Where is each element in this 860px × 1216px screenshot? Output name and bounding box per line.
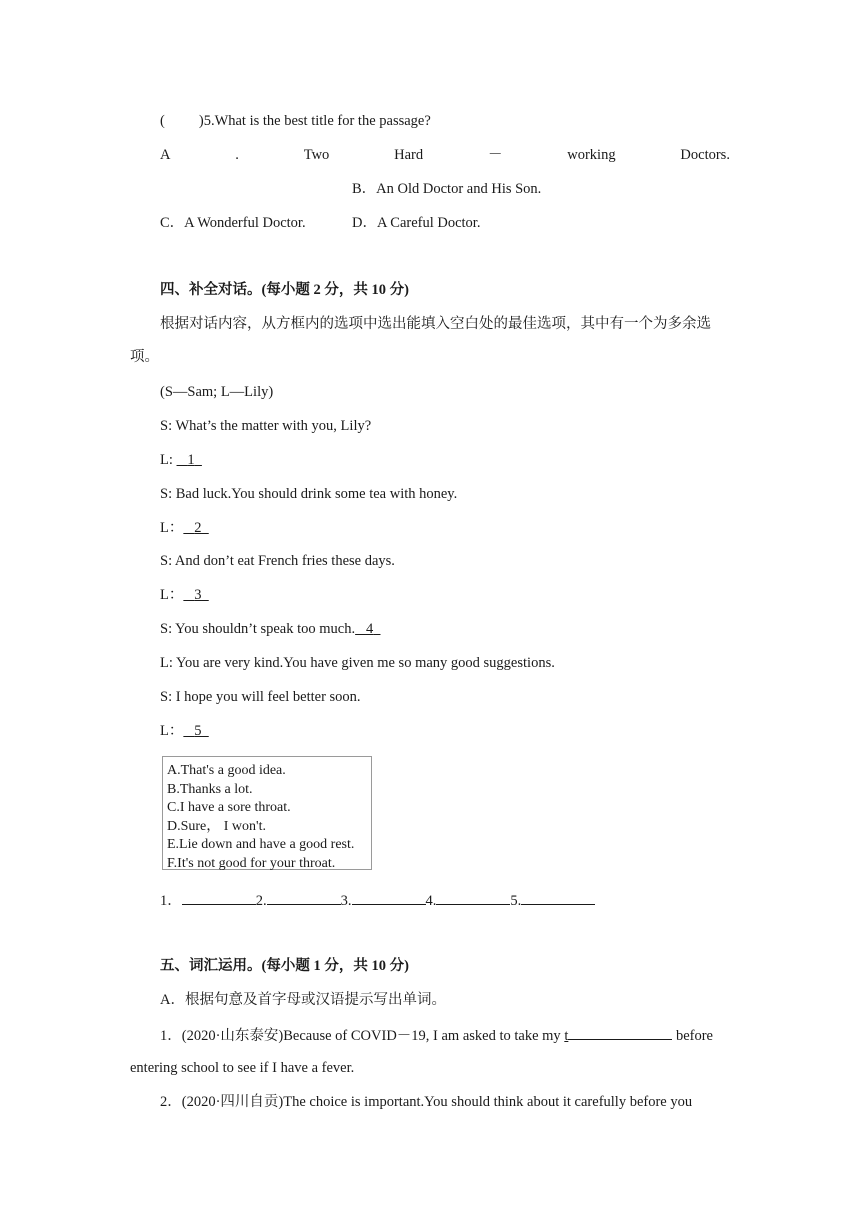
vocab-question-1-text: 1．(2020·山东泰安)Because of COVID－19, I am asked to take my — [160, 1028, 565, 1044]
dialog-text: L： — [160, 723, 184, 739]
answer-label: 4. — [425, 893, 437, 909]
dialog-blank: 1 — [187, 452, 195, 468]
option-item: D.Sure， I won't. — [167, 818, 266, 834]
vocab-question-1 — [160, 1025, 713, 1045]
dialog-text: S: And don’t eat French fries these days. — [160, 553, 395, 569]
option-item: C.I have a sore throat. — [167, 800, 291, 816]
dialog-line — [160, 417, 371, 435]
answer-paren-open: ( — [160, 113, 165, 129]
section-4-title: 四、补全对话。(每小题 2 分，共 10 分) — [160, 282, 409, 298]
option-a-part: . — [235, 147, 239, 163]
option-c: C．A Wonderful Doctor. — [160, 215, 306, 231]
option-a-part: Two — [303, 147, 330, 163]
answer-blank-2[interactable] — [267, 890, 341, 905]
option-item: F.It's not good for your throat. — [167, 855, 336, 871]
vocab-question-2: 2．(2020·四川自贡)The choice is important.You should think about it carefully before you — [160, 1094, 693, 1110]
answer-label: 3. — [340, 893, 352, 909]
option-a-part: working — [567, 147, 616, 163]
vocab-question-1-cont: entering school to see if I have a fever. — [130, 1060, 355, 1076]
dialog-text: L： — [160, 587, 184, 603]
answer-blank-1[interactable] — [182, 890, 256, 905]
option-a-part: Doctors. — [680, 147, 730, 163]
section-4-instruction-cont: 项。 — [130, 349, 159, 365]
dialog-text: S: You shouldn’t speak too much. — [160, 621, 356, 637]
dialog-text: L: You are very kind.You have given me so many good suggestions. — [160, 655, 555, 671]
dialog-line — [160, 722, 209, 740]
dialog-line — [160, 654, 555, 672]
answer-paren-close: ) — [198, 113, 204, 129]
option-b: B．An Old Doctor and His Son. — [352, 181, 542, 197]
dialog-text: L： — [160, 520, 184, 536]
option-item: A.That's a good idea. — [167, 763, 286, 778]
answer-blank-4[interactable] — [436, 890, 510, 905]
dialog-line — [160, 586, 209, 604]
answer-label: 2. — [255, 893, 267, 909]
answer-blank-5[interactable] — [521, 890, 595, 905]
dialog-text: S: What’s the matter with you, Lily? — [160, 418, 372, 434]
section-5-part-a: A．根据句意及首字母或汉语提示写出单词。 — [160, 992, 446, 1008]
section-5-title: 五、词汇运用。(每小题 1 分，共 10 分) — [160, 958, 409, 974]
dialog-blank: 5 — [194, 723, 202, 739]
options-box — [162, 756, 372, 870]
option-d: D．A Careful Doctor. — [352, 215, 481, 231]
section-4-instruction: 根据对话内容，从方框内的选项中选出能填入空白处的最佳选项，其中有一个为多余选 — [160, 316, 711, 332]
dialog-text: L: — [160, 452, 177, 468]
dialog-line — [160, 519, 209, 537]
vocab-hint-letter: t — [564, 1028, 569, 1044]
dialog-text: S: Bad luck.You should drink some tea with honey. — [160, 486, 458, 502]
dialog-blank: 2 — [194, 520, 202, 536]
dialog-line — [160, 552, 395, 570]
option-a-part: A — [160, 147, 171, 163]
question-5-stem: 5.What is the best title for the passage? — [203, 113, 431, 129]
dialog-line — [160, 688, 361, 706]
dialog-line — [160, 451, 202, 469]
option-a-row — [160, 146, 730, 164]
answer-blank-3[interactable] — [352, 890, 426, 905]
option-item: E.Lie down and have a good rest. — [167, 837, 355, 853]
question-5 — [160, 112, 431, 130]
dialog-blank: 3 — [194, 587, 202, 603]
option-item: B.Thanks a lot. — [167, 781, 253, 797]
vocab-question-1-tail: before — [672, 1028, 713, 1044]
option-a-part: － — [487, 147, 503, 163]
vocab-answer-blank[interactable] — [568, 1025, 672, 1040]
dialog-text: S: I hope you will feel better soon. — [160, 689, 361, 705]
dialog-line — [160, 485, 457, 503]
answer-label: 5. — [510, 893, 522, 909]
answer-row — [160, 890, 595, 910]
dialog-line — [160, 620, 380, 638]
speaker-key: (S—Sam; L—Lily) — [160, 384, 274, 400]
option-a-part: Hard — [394, 147, 424, 163]
answer-label: 1． — [160, 893, 182, 909]
dialog-blank: 4 — [365, 621, 374, 637]
